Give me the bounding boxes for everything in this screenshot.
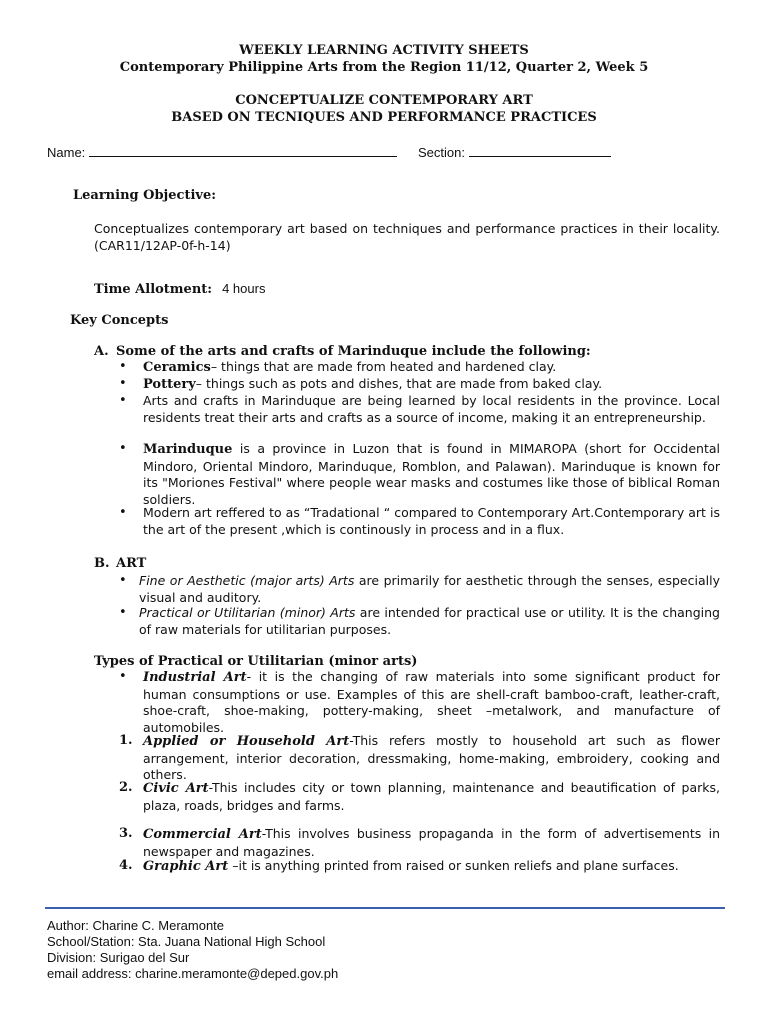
applied-art-term: Applied or Household Art — [143, 734, 350, 749]
graphic-art-text: –it is anything printed from raised or sunken reliefs and plane surfaces. — [228, 858, 679, 873]
key-concepts-heading: Key Concepts — [70, 313, 169, 328]
industrial-art-term: Industrial Art — [143, 670, 247, 685]
header-line-1: WEEKLY LEARNING ACTIVITY SHEETS — [239, 43, 529, 58]
section-a-marker: A. — [94, 344, 109, 359]
graphic-art-item — [143, 858, 720, 876]
pottery-text: – things such as pots and dishes, that are made from baked clay. — [195, 376, 603, 391]
ceramics-term: Ceramics — [143, 360, 211, 375]
section-b-heading: ART — [116, 556, 147, 571]
bullet-icon: • — [119, 393, 127, 408]
section-row — [418, 144, 611, 160]
item-number: 2. — [119, 780, 133, 795]
commercial-art-item — [143, 826, 720, 860]
marinduque-text: is a province in Luzon that is found in MIMAROPA (short for Occidental Mindoro, Oriental Mindoro, Marinduque, Romblon, and Palawan). Marinduque is known for its "Moriones Festival" where people wear masks and costumes like those of biblical Roman soldiers. — [143, 441, 720, 507]
objective-text: Conceptualizes contemporary art based on techniques and performance practices in their locality. (CAR11/12AP-0f-h-14) — [94, 221, 720, 253]
industrial-art-item — [143, 669, 720, 736]
name-row — [47, 144, 397, 160]
ceramics-text: – things that are made from heated and hardened clay. — [210, 359, 557, 374]
time-value: 4 hours — [222, 281, 266, 296]
section-b-marker: B. — [94, 556, 110, 571]
applied-art-item — [143, 733, 720, 784]
industrial-art-text: - it is the changing of raw materials into some significant product for human consumptions or use. Examples of this are shell-craft bamboo-craft, leather-craft, shoe-craft, shoe-making, pottery-making, sheet –metalwork, and manufacture of automobiles. — [143, 669, 720, 735]
item-number: 3. — [119, 826, 133, 841]
section-a-heading: Some of the arts and crafts of Marinduque include the following: — [116, 344, 591, 359]
bullet-icon: • — [119, 441, 127, 456]
time-allotment — [94, 280, 265, 298]
modern-art-item: Modern art reffered to as “Tradational “ compared to Contemporary Art.Contemporary art is the art of the present ,which is continously in process and in a flux. — [143, 505, 720, 537]
commercial-art-text: -This involves business propaganda in the form of advertisements in newspaper and magazines. — [143, 826, 720, 859]
applied-art-text: -This refers mostly to household art such as flower arrangement, interior decoration, dressmaking, home-making, embroidery, cooking and others. — [143, 733, 720, 782]
footer-school: School/Station: Sta. Juana National High School — [47, 934, 326, 949]
practical-arts-term: Practical or Utilitarian (minor) Arts — [139, 605, 356, 620]
footer-email: email address: charine.meramonte@deped.gov.ph — [47, 966, 339, 981]
practical-arts-text: are intended for practical use or utility. It is the changing of raw materials for utilitarian purposes. — [139, 605, 720, 637]
commercial-art-term: Commercial Art — [143, 827, 262, 842]
header-line-2: Contemporary Philippine Arts from the Region 11/12, Quarter 2, Week 5 — [119, 60, 649, 75]
arts-crafts-item: Arts and crafts in Marinduque are being learned by local residents in the province. Local residents treat their arts and crafts as a source of income, making it an entrepreneurship. — [143, 393, 720, 425]
civic-art-text: -This includes city or town planning, maintenance and beautification of parks, plaza, roads, bridges and farms. — [143, 780, 720, 813]
bullet-icon: • — [119, 573, 127, 588]
marinduque-item — [143, 441, 720, 508]
types-heading: Types of Practical or Utilitarian (minor arts) — [94, 654, 418, 669]
footer-division: Division: Surigao del Sur — [47, 950, 190, 965]
item-number: 1. — [119, 733, 133, 748]
bullet-icon: • — [119, 605, 127, 620]
fine-arts-text: are primarily for aesthetic through the senses, especially visual and auditory. — [139, 573, 720, 605]
name-blank[interactable] — [89, 144, 397, 157]
objective-heading: Learning Objective: — [73, 188, 217, 203]
civic-art-term: Civic Art — [143, 781, 209, 796]
title-line-1: CONCEPTUALIZE CONTEMPORARY ART — [235, 93, 533, 108]
civic-art-item — [143, 780, 720, 814]
footer-author: Author: Charine C. Meramonte — [47, 918, 225, 933]
pottery-item — [143, 376, 720, 394]
name-label: Name: — [47, 145, 86, 160]
bullet-icon: • — [119, 505, 127, 520]
practical-arts-item — [139, 605, 720, 638]
section-label: Section: — [418, 145, 465, 160]
bullet-icon: • — [119, 669, 127, 684]
time-label: Time Allotment: — [94, 282, 213, 297]
footer-rule — [45, 907, 725, 909]
ceramics-item — [143, 359, 720, 377]
bullet-icon: • — [119, 376, 127, 391]
fine-arts-item — [139, 573, 720, 606]
graphic-art-term: Graphic Art — [143, 859, 229, 874]
item-number: 4. — [119, 858, 133, 873]
marinduque-term: Marinduque — [143, 442, 233, 457]
bullet-icon: • — [119, 359, 127, 374]
pottery-term: Pottery — [143, 377, 196, 392]
section-blank[interactable] — [469, 144, 611, 157]
title-line-2: BASED ON TECNIQUES AND PERFORMANCE PRACTICES — [171, 110, 597, 125]
fine-arts-term: Fine or Aesthetic (major arts) Arts — [139, 573, 355, 588]
